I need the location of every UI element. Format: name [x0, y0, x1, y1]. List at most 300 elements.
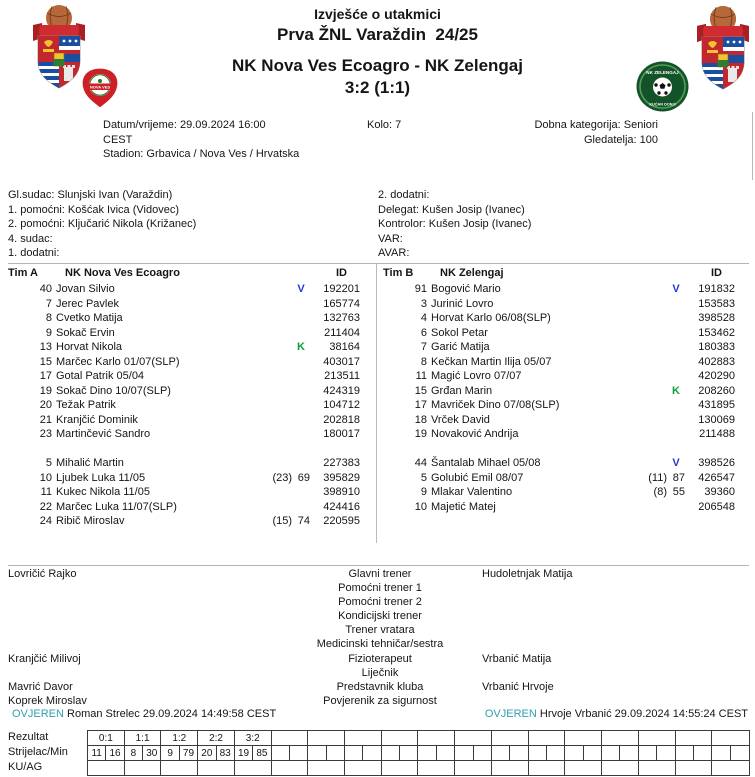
result-cell: 3:2 — [235, 731, 272, 746]
player-id: 192201 — [323, 283, 360, 295]
player-number: 8 — [420, 355, 427, 368]
player-row — [383, 326, 735, 341]
player-number: 9 — [420, 486, 427, 499]
player-name: Martinčević Sandro — [56, 428, 151, 441]
player-number: 19 — [414, 428, 427, 441]
official-entry: 2. pomoćni: Ključarić Nikola (Križanec) — [8, 218, 197, 231]
player-role-marker: V — [672, 457, 680, 470]
player-row — [8, 456, 360, 471]
staff-home-name — [8, 609, 305, 623]
player-row — [8, 369, 360, 384]
player-row — [383, 413, 735, 428]
team-a-header — [8, 267, 360, 282]
scorer-number — [639, 746, 657, 760]
player-number: 5 — [45, 457, 52, 470]
substitution-ref: (11) — [648, 471, 667, 484]
match-timezone: CEST — [103, 133, 133, 146]
player-row — [383, 427, 735, 442]
attendance: Gledatelja: 100 — [584, 133, 658, 146]
substitution-minute — [667, 427, 685, 442]
staff-row — [8, 567, 749, 581]
player-id: 153583 — [698, 297, 735, 310]
substitution-minute — [667, 369, 685, 384]
staff-row — [8, 595, 749, 609]
player-row — [8, 485, 360, 500]
player-number: 7 — [45, 297, 52, 310]
player-number: 7 — [420, 341, 427, 354]
substitution-ref — [631, 282, 667, 297]
substitution-ref — [256, 311, 292, 326]
substitution-minute — [667, 326, 685, 341]
result-cell — [565, 731, 602, 746]
player-number: 40 — [39, 283, 52, 295]
scorer-number — [382, 746, 400, 760]
player-number: 44 — [414, 457, 427, 470]
player-number: 15 — [414, 384, 427, 397]
goal-minute — [694, 746, 711, 760]
substitution-ref — [631, 427, 667, 442]
player-row — [383, 282, 735, 297]
player-number: 23 — [39, 428, 52, 441]
kuag-cell — [455, 761, 492, 775]
staff-role: Trener vratara — [345, 624, 415, 637]
player-name: Šantalab Mihael 05/08 — [431, 457, 541, 470]
player-name: Sokol Petar — [431, 326, 488, 339]
official-entry: Kontrolor: Kušen Josip (Ivanec) — [378, 218, 532, 231]
substitution-ref — [256, 326, 292, 341]
substitution-minute: 69 — [297, 471, 310, 484]
player-row — [8, 514, 360, 529]
player-number: 17 — [414, 399, 427, 412]
player-id: 431895 — [698, 399, 735, 412]
scorer-row-label: Strijelac/Min — [8, 746, 68, 758]
result-cell — [272, 731, 309, 746]
match-info-border — [752, 112, 753, 180]
result-row-label: Rezultat — [8, 731, 49, 743]
player-id: 424319 — [323, 384, 360, 397]
player-id: 213511 — [324, 370, 360, 383]
official-entry: 1. pomoćni: Košćak Ivica (Vidovec) — [8, 203, 179, 216]
zelengaj-top-text: NK ZELENGAJ — [646, 70, 679, 75]
scorer-number — [712, 746, 731, 760]
staff-row — [8, 666, 749, 680]
goal-minute — [290, 746, 307, 760]
player-id: 206548 — [698, 500, 735, 513]
staff-away-name — [455, 581, 749, 595]
player-name: Kranjčić Dominik — [56, 413, 138, 426]
substitution-ref: (15) — [272, 515, 292, 528]
team-a-starters — [8, 282, 360, 442]
player-row — [383, 340, 735, 355]
scorer-number: 11 — [88, 746, 106, 760]
goal-minute: 79 — [182, 747, 195, 759]
player-name: Mlakar Valentino — [431, 486, 513, 499]
goal-minute — [731, 746, 749, 760]
player-id: 191832 — [698, 283, 735, 295]
goal-minute — [327, 746, 344, 760]
player-row — [8, 413, 360, 428]
player-number: 8 — [45, 312, 52, 325]
scorer-minute-cell — [235, 746, 272, 761]
player-number: 6 — [420, 326, 427, 339]
team-b-starters — [383, 282, 735, 442]
scorer-number: 9 — [161, 746, 179, 760]
roster-vertical-divider — [376, 263, 377, 543]
substitution-ref — [631, 355, 667, 370]
kuag-cell — [418, 761, 455, 775]
result-cell — [529, 731, 566, 746]
player-name: Jovan Silvio — [56, 283, 115, 295]
player-number: 11 — [40, 486, 52, 499]
player-name: Ljubek Luka 11/05 — [56, 471, 146, 484]
official-entry: Delegat: Kušen Josip (Ivanec) — [378, 203, 525, 216]
team-b-panel — [383, 267, 735, 514]
team-b-bench — [383, 456, 735, 514]
staff-away-name — [455, 609, 749, 623]
player-name: Kečkan Martin Ilija 05/07 — [431, 355, 552, 368]
match-info-right — [458, 118, 658, 147]
verification-left — [12, 708, 276, 720]
substitution-ref — [256, 398, 292, 413]
substitution-ref — [631, 311, 667, 326]
substitution-ref — [256, 297, 292, 312]
player-id: 398528 — [698, 312, 735, 325]
player-row — [383, 456, 735, 471]
result-cell: 1:1 — [125, 731, 162, 746]
verified-by: Hrvoje Vrbanić 29.09.2024 14:55:24 CEST — [539, 708, 748, 720]
team-b-id-header: ID — [711, 267, 722, 279]
player-number: 11 — [415, 370, 427, 383]
player-number: 15 — [39, 355, 52, 368]
substitution-minute — [292, 456, 310, 471]
goal-minute — [400, 746, 417, 760]
player-name: Gotal Patrik 05/04 — [56, 370, 145, 383]
player-number: 22 — [39, 500, 52, 513]
kuag-cell — [602, 761, 639, 775]
player-row — [383, 369, 735, 384]
match-datetime: Datum/vrijeme: 29.09.2024 16:00 — [103, 119, 266, 131]
kuag-row-label: KU/AG — [8, 761, 43, 773]
result-cell — [639, 731, 676, 746]
player-id: 398910 — [323, 486, 360, 499]
team-a-label: Tim A — [8, 267, 38, 279]
substitution-ref: (8) — [653, 486, 667, 499]
staff-away-name: Vrbanić Matija — [482, 652, 552, 665]
scorer-minute-cell — [639, 746, 676, 761]
kuag-cell — [198, 761, 235, 775]
staff-role: Pomoćni trener 2 — [338, 596, 422, 609]
substitution-ref — [256, 340, 292, 355]
team-b-label: Tim B — [383, 267, 414, 279]
substitution-minute — [292, 311, 310, 326]
staff-away-name — [455, 666, 749, 680]
player-row — [8, 500, 360, 515]
kuag-cell — [88, 761, 125, 775]
substitution-ref — [256, 413, 292, 428]
scorer-minute-cell — [418, 746, 455, 761]
player-row — [8, 384, 360, 399]
player-id: 104712 — [323, 399, 360, 412]
staff-home-name — [8, 623, 305, 637]
substitution-ref — [256, 355, 292, 370]
kuag-cell — [161, 761, 198, 775]
player-number: 4 — [420, 312, 427, 325]
report-title: Izvješće o utakmici — [314, 6, 441, 22]
scorer-number — [602, 746, 620, 760]
official-entry: VAR: — [378, 232, 403, 245]
staff-away-name — [455, 595, 749, 609]
scorer-number — [676, 746, 694, 760]
staff-row — [8, 652, 749, 666]
scorer-number — [455, 746, 473, 760]
result-cell — [492, 731, 529, 746]
staff-home-name: Kranjčić Milivoj — [8, 652, 81, 665]
scorer-minute-cell — [529, 746, 566, 761]
substitution-minute — [667, 311, 685, 326]
scorer-number — [308, 746, 326, 760]
player-id: 180017 — [323, 428, 360, 441]
substitution-minute — [667, 398, 685, 413]
kuag-cell — [235, 761, 272, 775]
official-entry: AVAR: — [378, 247, 410, 260]
player-name: Mavriček Dino 07/08(SLP) — [431, 399, 560, 412]
substitution-ref — [256, 456, 292, 471]
player-name: Vrček David — [431, 413, 490, 426]
player-row — [8, 427, 360, 442]
substitution-minute — [292, 427, 310, 442]
nk-nova-ves-logo-icon — [80, 67, 120, 114]
scorer-number — [492, 746, 510, 760]
substitution-ref — [631, 413, 667, 428]
competition-title: Prva ŽNL Varaždin 24/25 — [277, 25, 478, 44]
kuag-cell — [345, 761, 382, 775]
substitution-ref — [631, 384, 667, 399]
scorer-number — [418, 746, 436, 760]
staff-row — [8, 623, 749, 637]
team-a-bench — [8, 456, 360, 529]
substitution-ref — [631, 297, 667, 312]
header-title-block — [150, 6, 605, 98]
player-role-marker: K — [672, 384, 680, 397]
staff-home-name — [8, 595, 305, 609]
player-row — [383, 355, 735, 370]
player-name: Težak Patrik — [56, 399, 116, 412]
player-name: Majetić Matej — [431, 500, 496, 513]
player-id: 211404 — [324, 326, 360, 339]
player-name: Sokač Ervin — [56, 326, 115, 339]
player-number: 9 — [45, 326, 52, 339]
official-entry: 1. dodatni: — [8, 247, 60, 260]
scorer-minute-cell — [308, 746, 345, 761]
scorer-number: 20 — [198, 746, 216, 760]
player-number: 19 — [39, 384, 52, 397]
staff-away-name — [455, 694, 749, 708]
kuag-cell — [529, 761, 566, 775]
substitution-ref — [256, 384, 292, 399]
player-row — [8, 311, 360, 326]
player-row — [383, 384, 735, 399]
score-table-labels — [8, 730, 68, 775]
staff-role: Predstavnik kluba — [336, 680, 424, 693]
match-info-left — [103, 118, 299, 162]
team-a-name: NK Nova Ves Ecoagro — [65, 267, 180, 279]
staff-away-name — [455, 637, 749, 651]
score-progression-table — [87, 730, 750, 776]
verified-status: OVJEREN — [484, 708, 537, 720]
player-row — [383, 471, 735, 486]
substitution-minute — [292, 500, 310, 515]
goal-minute: 85 — [256, 747, 268, 759]
scorer-number — [345, 746, 363, 760]
player-role-marker: V — [672, 283, 680, 295]
player-name: Horvat Karlo 06/08(SLP) — [431, 312, 551, 325]
player-role-marker: K — [297, 341, 305, 354]
player-id: 395829 — [323, 471, 360, 484]
player-id: 202818 — [323, 413, 360, 426]
staff-home-name — [8, 637, 305, 651]
player-row — [8, 297, 360, 312]
goal-minute: 16 — [109, 747, 121, 759]
player-row — [8, 326, 360, 341]
goal-minute — [657, 746, 674, 760]
staff-role: Glavni trener — [348, 568, 412, 580]
player-role-marker: V — [297, 283, 305, 295]
staff-home-name — [8, 581, 305, 595]
goal-minute — [510, 746, 527, 760]
substitution-ref — [256, 427, 292, 442]
scorer-minute-cell — [565, 746, 602, 761]
player-name: Cvetko Matija — [56, 312, 123, 325]
substitution-ref — [631, 340, 667, 355]
substitution-minute: 55 — [672, 486, 685, 499]
result-cell — [345, 731, 382, 746]
result-cell: 1:2 — [161, 731, 198, 746]
result-cell — [676, 731, 713, 746]
player-name: Jurinić Lovro — [431, 297, 494, 310]
substitution-minute — [292, 413, 310, 428]
substitution-minute — [667, 413, 685, 428]
scorer-number — [272, 746, 290, 760]
official-entry: 2. dodatni: — [378, 189, 430, 201]
player-number: 5 — [420, 471, 427, 484]
player-name: Horvat Nikola — [56, 341, 123, 354]
substitution-ref — [256, 485, 292, 500]
substitution-ref — [631, 456, 667, 471]
nova-ves-band-text: NOVA VES — [89, 84, 111, 90]
player-id: 398526 — [698, 457, 735, 470]
result-cell — [418, 731, 455, 746]
staff-role: Povjerenik za sigurnost — [323, 694, 437, 707]
zelengaj-bottom-text: KUĆAN DONJI — [649, 102, 676, 107]
staff-home-name: Koprek Miroslav — [8, 694, 87, 707]
match-stadium: Stadion: Grbavica / Nova Ves / Hrvatska — [103, 148, 300, 160]
staff-role: Liječnik — [361, 666, 399, 679]
substitution-minute — [292, 369, 310, 384]
player-id: 208260 — [698, 384, 735, 397]
staff-role: Medicinski tehničar/sestra — [316, 638, 444, 651]
scorer-number — [529, 746, 547, 760]
player-number: 3 — [420, 297, 427, 310]
player-name: Jerec Pavlek — [56, 297, 119, 310]
player-id: 211488 — [699, 428, 735, 441]
goal-minute — [363, 746, 380, 760]
scorer-number: 8 — [125, 746, 143, 760]
scorer-number — [565, 746, 583, 760]
player-id: 39360 — [704, 486, 735, 499]
substitution-minute — [292, 398, 310, 413]
team-b-name: NK Zelengaj — [440, 267, 504, 279]
player-name: Marčec Luka 11/07(SLP) — [56, 500, 177, 513]
player-id: 130069 — [698, 413, 735, 426]
player-name: Mihalić Martin — [56, 457, 124, 470]
substitution-ref — [631, 500, 667, 515]
staff-role: Fizioterapeut — [348, 652, 412, 665]
goal-minute — [584, 746, 601, 760]
player-name: Marčec Karlo 01/07(SLP) — [56, 355, 180, 368]
player-row — [8, 282, 360, 297]
scorer-minute-cell — [676, 746, 713, 761]
result-cell — [382, 731, 419, 746]
official-entry: Gl.sudac: Slunjski Ivan (Varaždin) — [8, 189, 173, 201]
player-row — [383, 311, 735, 326]
scorer-minute-cell — [88, 746, 125, 761]
substitution-minute — [292, 485, 310, 500]
officials-right-column — [378, 188, 531, 261]
age-category: Dobna kategorija: Seniori — [534, 119, 658, 131]
player-number: 13 — [39, 341, 52, 354]
kuag-cell — [272, 761, 309, 775]
player-name: Sokač Dino 10/07(SLP) — [56, 384, 171, 397]
scorer-minute-cell — [602, 746, 639, 761]
substitution-minute — [667, 500, 685, 515]
player-id: 165774 — [323, 297, 360, 310]
staff-role: Pomoćni trener 1 — [338, 582, 422, 595]
player-id: 403017 — [323, 355, 360, 368]
player-number: 24 — [39, 515, 52, 528]
verification-right — [485, 708, 748, 720]
kuag-cell — [125, 761, 162, 775]
final-result: 3:2 (1:1) — [344, 78, 411, 97]
goal-minute: 30 — [146, 747, 158, 759]
result-cell — [455, 731, 492, 746]
player-row — [8, 471, 360, 486]
player-name: Magić Lovro 07/07 — [431, 370, 522, 383]
scorer-number: 19 — [235, 746, 253, 760]
scorer-minute-cell — [492, 746, 529, 761]
staff-section — [8, 567, 749, 708]
player-id: 420290 — [698, 370, 735, 383]
scorer-minute-cell — [161, 746, 198, 761]
substitution-ref — [256, 500, 292, 515]
goal-minute — [474, 746, 491, 760]
staff-away-name: Vrbanić Hrvoje — [482, 680, 554, 693]
team-a-panel — [8, 267, 360, 529]
player-row — [8, 398, 360, 413]
substitution-minute — [292, 326, 310, 341]
player-name: Bogović Mario — [431, 283, 501, 295]
team-a-id-header: ID — [336, 267, 347, 279]
staff-home-name: Mavrić Davor — [8, 680, 73, 693]
player-name: Garić Matija — [431, 341, 490, 354]
result-cell — [308, 731, 345, 746]
scorer-minute-cell — [455, 746, 492, 761]
kuag-cell — [676, 761, 713, 775]
team-b-header — [383, 267, 735, 282]
substitution-minute — [292, 355, 310, 370]
player-row — [8, 340, 360, 355]
county-federation-crest-icon — [694, 4, 752, 101]
player-id: 180383 — [698, 341, 735, 354]
